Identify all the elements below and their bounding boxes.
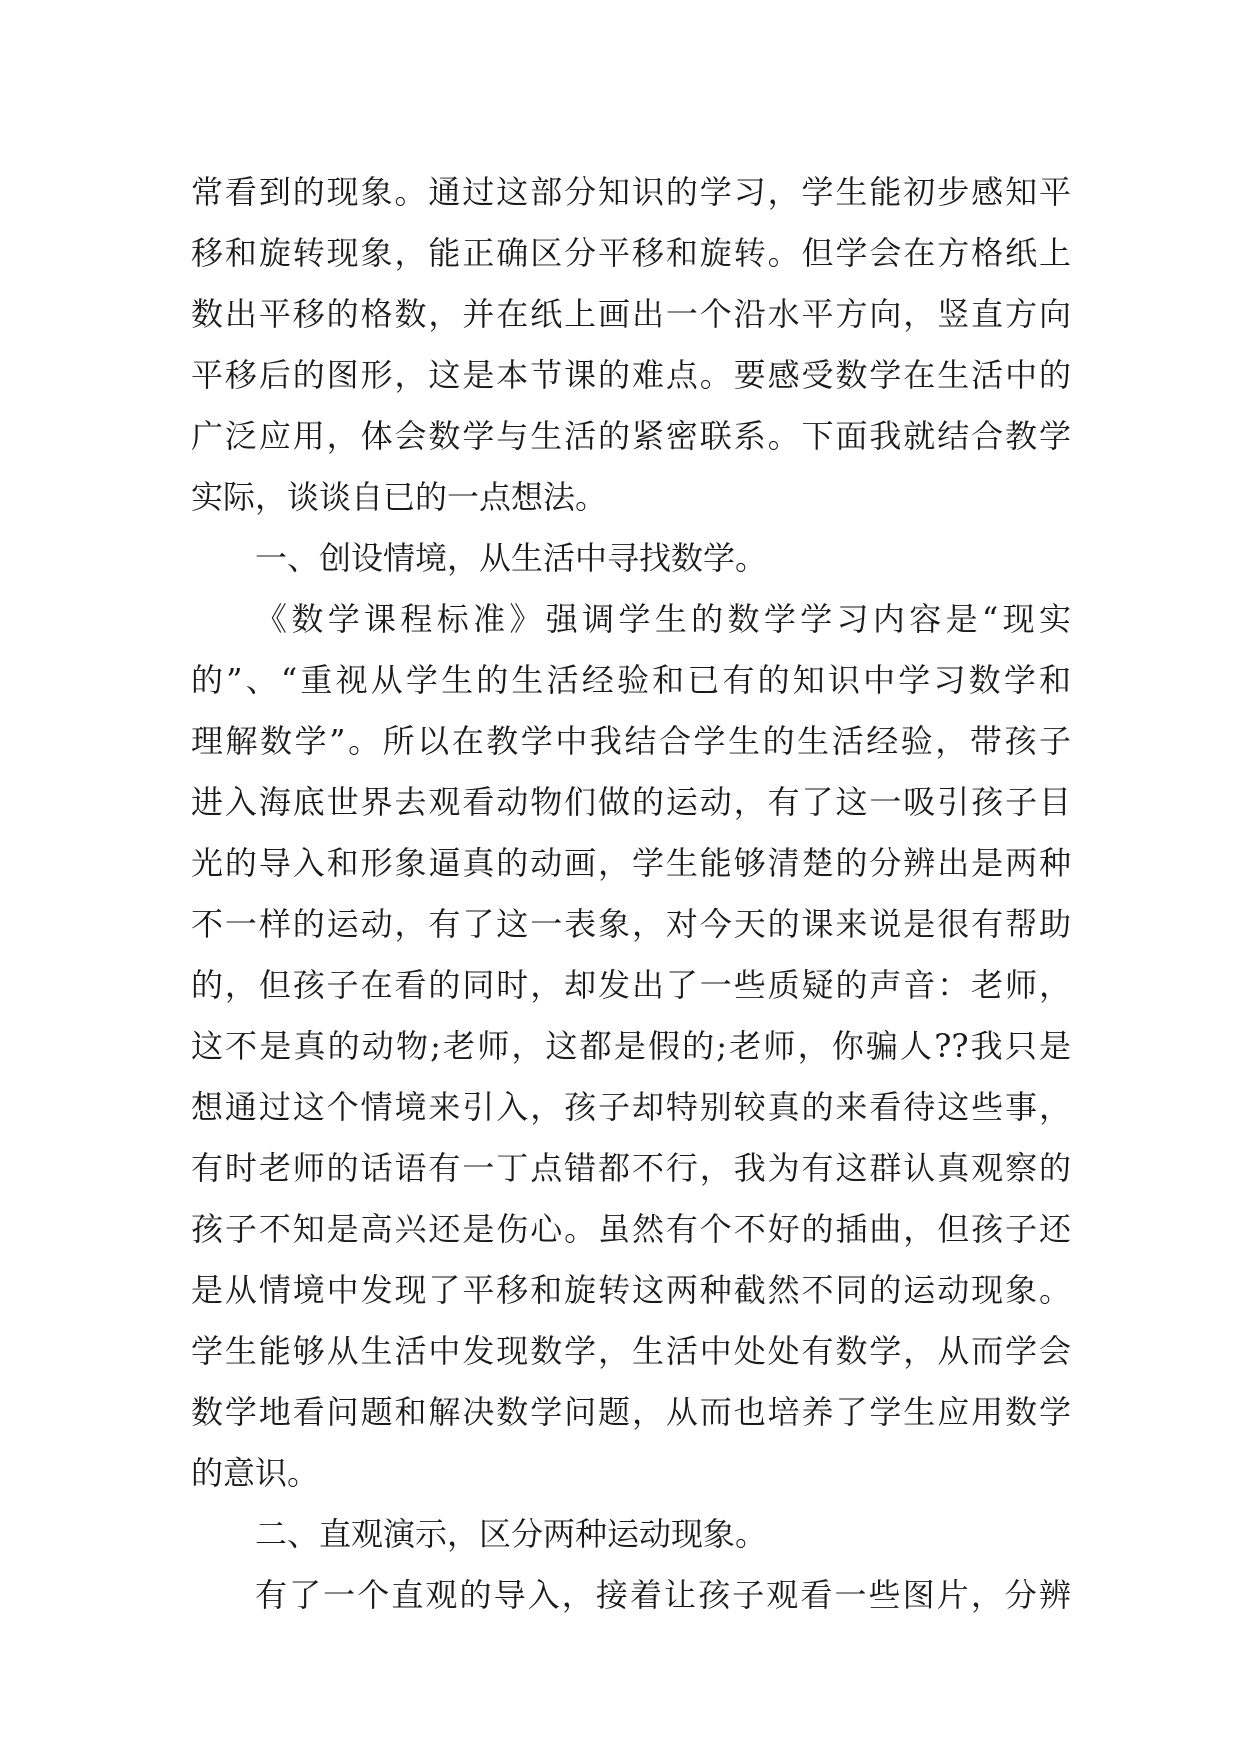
text-line: 光的导入和形象逼真的动画，学生能够清楚的分辨出是两种: [191, 844, 1071, 882]
text-line: 常看到的现象。通过这部分知识的学习，学生能初步感知平: [191, 173, 1071, 211]
text-line: 平移后的图形，这是本节课的难点。要感受数学在生活中的: [191, 356, 1071, 394]
text-line: 的，但孩子在看的同时，却发出了一些质疑的声音：老师，: [191, 966, 1071, 1004]
paragraph-start-line: 二、直观演示，区分两种运动现象。: [255, 1515, 768, 1553]
text-line: 的意识。: [191, 1454, 320, 1492]
text-line: 实际，谈谈自已的一点想法。: [191, 478, 608, 516]
text-line: 广泛应用，体会数学与生活的紧密联系。下面我就结合教学: [191, 417, 1071, 455]
paragraph-start-line: 有了一个直观的导入，接着让孩子观看一些图片，分辨: [255, 1576, 1071, 1614]
paragraph-start-line: 一、创设情境，从生活中寻找数学。: [255, 539, 768, 577]
text-line: 的”、“重视从学生的生活经验和已有的知识中学习数学和: [191, 661, 1071, 699]
paragraph-start-line: 《数学课程标准》强调学生的数学学习内容是“现实: [255, 600, 1071, 638]
text-line: 有时老师的话语有一丁点错都不行，我为有这群认真观察的: [191, 1149, 1071, 1187]
text-line: 数出平移的格数，并在纸上画出一个沿水平方向，竖直方向: [191, 295, 1071, 333]
text-line: 学生能够从生活中发现数学，生活中处处有数学，从而学会: [191, 1332, 1071, 1370]
text-line: 不一样的运动，有了这一表象，对今天的课来说是很有帮助: [191, 905, 1071, 943]
text-line: 孩子不知是高兴还是伤心。虽然有个不好的插曲，但孩子还: [191, 1210, 1071, 1248]
text-line: 移和旋转现象，能正确区分平移和旋转。但学会在方格纸上: [191, 234, 1071, 272]
text-line: 这不是真的动物;老师，这都是假的;老师，你骗人??我只是: [191, 1027, 1071, 1065]
text-line: 进入海底世界去观看动物们做的运动，有了这一吸引孩子目: [191, 783, 1071, 821]
text-line: 是从情境中发现了平移和旋转这两种截然不同的运动现象。: [191, 1271, 1071, 1309]
text-line: 数学地看问题和解决数学问题，从而也培养了学生应用数学: [191, 1393, 1071, 1431]
text-line: 理解数学”。所以在教学中我结合学生的生活经验，带孩子: [191, 722, 1071, 760]
text-line: 想通过这个情境来引入，孩子却特别较真的来看待这些事，: [191, 1088, 1071, 1126]
document-body: [191, 162, 1071, 1626]
